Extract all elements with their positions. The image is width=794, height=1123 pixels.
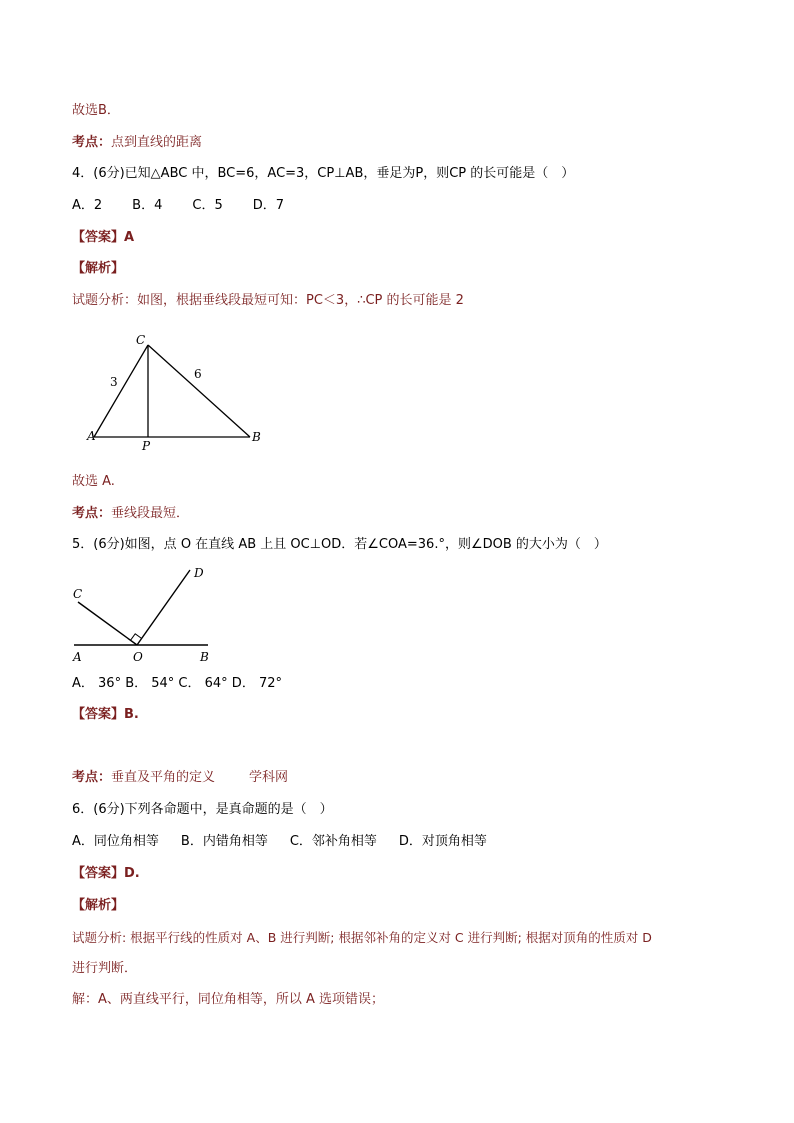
q6-option-d: D．对顶角相等 xyxy=(398,834,487,849)
point-label-b: B xyxy=(200,650,209,664)
q6-options xyxy=(72,832,487,852)
point-label-p: P xyxy=(142,439,151,453)
q6-option-a: A．同位角相等 xyxy=(72,834,159,849)
watermark-text: 学科网 xyxy=(249,770,289,785)
knowledge-point-text: 点到直线的距离 xyxy=(111,135,203,150)
q6-analysis-label: 【解析】 xyxy=(72,898,125,913)
q6-answer: 【答案】D. xyxy=(72,866,140,881)
knowledge-point-label: 考点： xyxy=(72,135,112,150)
point-label-a: A xyxy=(73,650,82,664)
q4-option-d: D．7 xyxy=(252,198,285,213)
knowledge-point-label: 考点： xyxy=(72,506,112,521)
vertex-label-b: B xyxy=(252,430,261,444)
q4-stem: 4．(6分)已知△ABC 中，BC=6，AC=3，CP⊥AB，垂足为P，则CP 的长可能是（ ） xyxy=(72,166,575,181)
knowledge-point-text: 垂直及平角的定义 xyxy=(111,770,216,785)
q5-knowledge-point xyxy=(72,768,288,788)
q6-stem: 6．(6分)下列各命题中，是真命题的是（ ） xyxy=(72,802,333,817)
q4-option-a: A．2 xyxy=(72,198,103,213)
q4-option-b: B．4 xyxy=(132,198,163,213)
knowledge-point-label: 考点： xyxy=(72,770,112,785)
vertex-label-c: C xyxy=(136,333,146,347)
q5-options: A． 36° B． 54° C． 64° D． 72° xyxy=(72,676,282,691)
vertex-label-a: A xyxy=(87,429,96,443)
q4-analysis-label: 【解析】 xyxy=(72,261,125,276)
q5-stem: 5．(6分)如图，点 O 在直线 AB 上且 OC⊥OD．若∠COA=36.°，则∠DOB 的大小为（ ） xyxy=(72,537,607,552)
q6-option-b: B．内错角相等 xyxy=(180,834,268,849)
side-label-ac: 3 xyxy=(110,375,118,389)
q6-analysis-line-2: 进行判断． xyxy=(72,961,138,976)
q4-knowledge-point xyxy=(72,504,189,524)
q4-options xyxy=(72,196,284,216)
point-label-d: D xyxy=(194,566,204,580)
q3-choice: 故选B． xyxy=(72,103,120,118)
q5-angle-figure xyxy=(70,562,220,666)
q4-analysis: 试题分析：如图，根据垂线段最短可知：PC＜3，∴CP 的长可能是 2 xyxy=(72,293,464,308)
q4-triangle-figure xyxy=(84,330,268,455)
q4-option-c: C．5 xyxy=(192,198,223,213)
q5-answer: 【答案】B. xyxy=(72,707,139,722)
q6-solution: 解：A、两直线平行，同位角相等，所以 A 选项错误； xyxy=(72,992,385,1007)
q4-choice: 故选 A. xyxy=(72,474,115,489)
side-label-bc: 6 xyxy=(194,367,202,381)
knowledge-point-text: 垂线段最短． xyxy=(111,506,190,521)
point-label-c: C xyxy=(73,587,83,601)
q4-answer: 【答案】A xyxy=(72,230,135,245)
q3-knowledge-point xyxy=(72,133,202,153)
point-label-o: O xyxy=(133,650,143,664)
q6-analysis-line-1: 试题分析: 根据平行线的性质对 A、B 进行判断; 根据邻补角的定义对 C 进行判断; 根据对顶角的性质对 D xyxy=(72,930,652,945)
q6-option-c: C．邻补角相等 xyxy=(289,834,377,849)
